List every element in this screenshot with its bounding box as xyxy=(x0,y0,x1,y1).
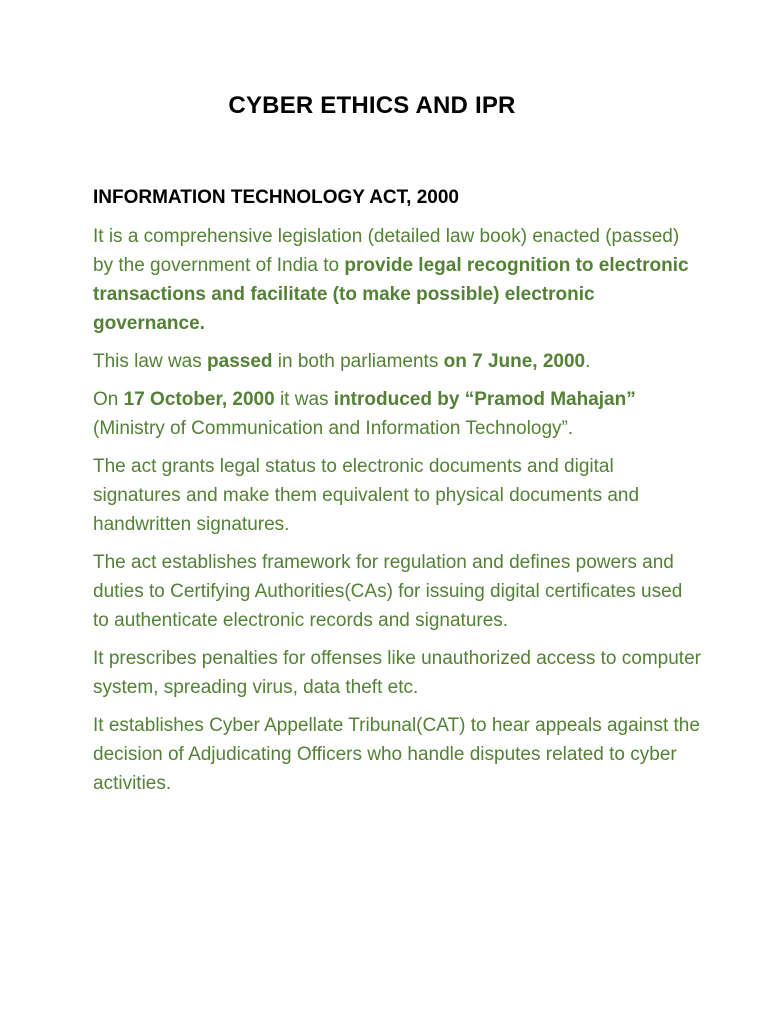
paragraph-text: On xyxy=(93,389,124,410)
paragraph-emphasis: provide legal recognition to electronic transactions and facilitate (to make possible) electronic governance. xyxy=(93,255,689,334)
paragraph-penalties: It prescribes penalties for offenses like unauthorized access to computer system, spreading virus, data theft etc. xyxy=(93,648,701,698)
paragraph-emphasis: introduced by “Pramod Mahajan” xyxy=(333,389,636,410)
paragraph-definition xyxy=(93,222,703,338)
section-heading: INFORMATION TECHNOLOGY ACT, 2000 xyxy=(93,187,459,208)
paragraph-text: (Ministry of Communication and Information Technology”. xyxy=(93,418,574,439)
paragraph-text: It is a comprehensive legislation (detailed law book) enacted (passed) by the government of India to xyxy=(93,226,680,276)
paragraph-emphasis: 17 October, 2000 xyxy=(123,389,275,410)
paragraph-emphasis: passed xyxy=(207,351,273,372)
paragraph-text: This law was xyxy=(93,351,208,372)
document-body xyxy=(93,184,703,807)
paragraph-text: . xyxy=(585,351,591,372)
page-title: CYBER ETHICS AND IPR xyxy=(228,92,516,119)
paragraph-introduced xyxy=(93,385,703,443)
paragraph-appellate-tribunal: It establishes Cyber Appellate Tribunal(CAT) to hear appeals against the decision of Adjudicating Officers who handle disputes related to cyber activities. xyxy=(93,715,700,794)
paragraph-emphasis: on 7 June, 2000 xyxy=(443,351,586,372)
paragraph-text: it was xyxy=(274,389,334,410)
paragraph-passed-date xyxy=(93,347,703,376)
paragraph-certifying-authorities: The act establishes framework for regulation and defines powers and duties to Certifying Authorities(CAs) for issuing digital certificates used to authenticate electronic records and signatures. xyxy=(93,552,683,631)
paragraph-legal-status: The act grants legal status to electronic documents and digital signatures and make them equivalent to physical documents and handwritten signatures. xyxy=(93,456,640,535)
paragraph-text: in both parliaments xyxy=(272,351,444,372)
